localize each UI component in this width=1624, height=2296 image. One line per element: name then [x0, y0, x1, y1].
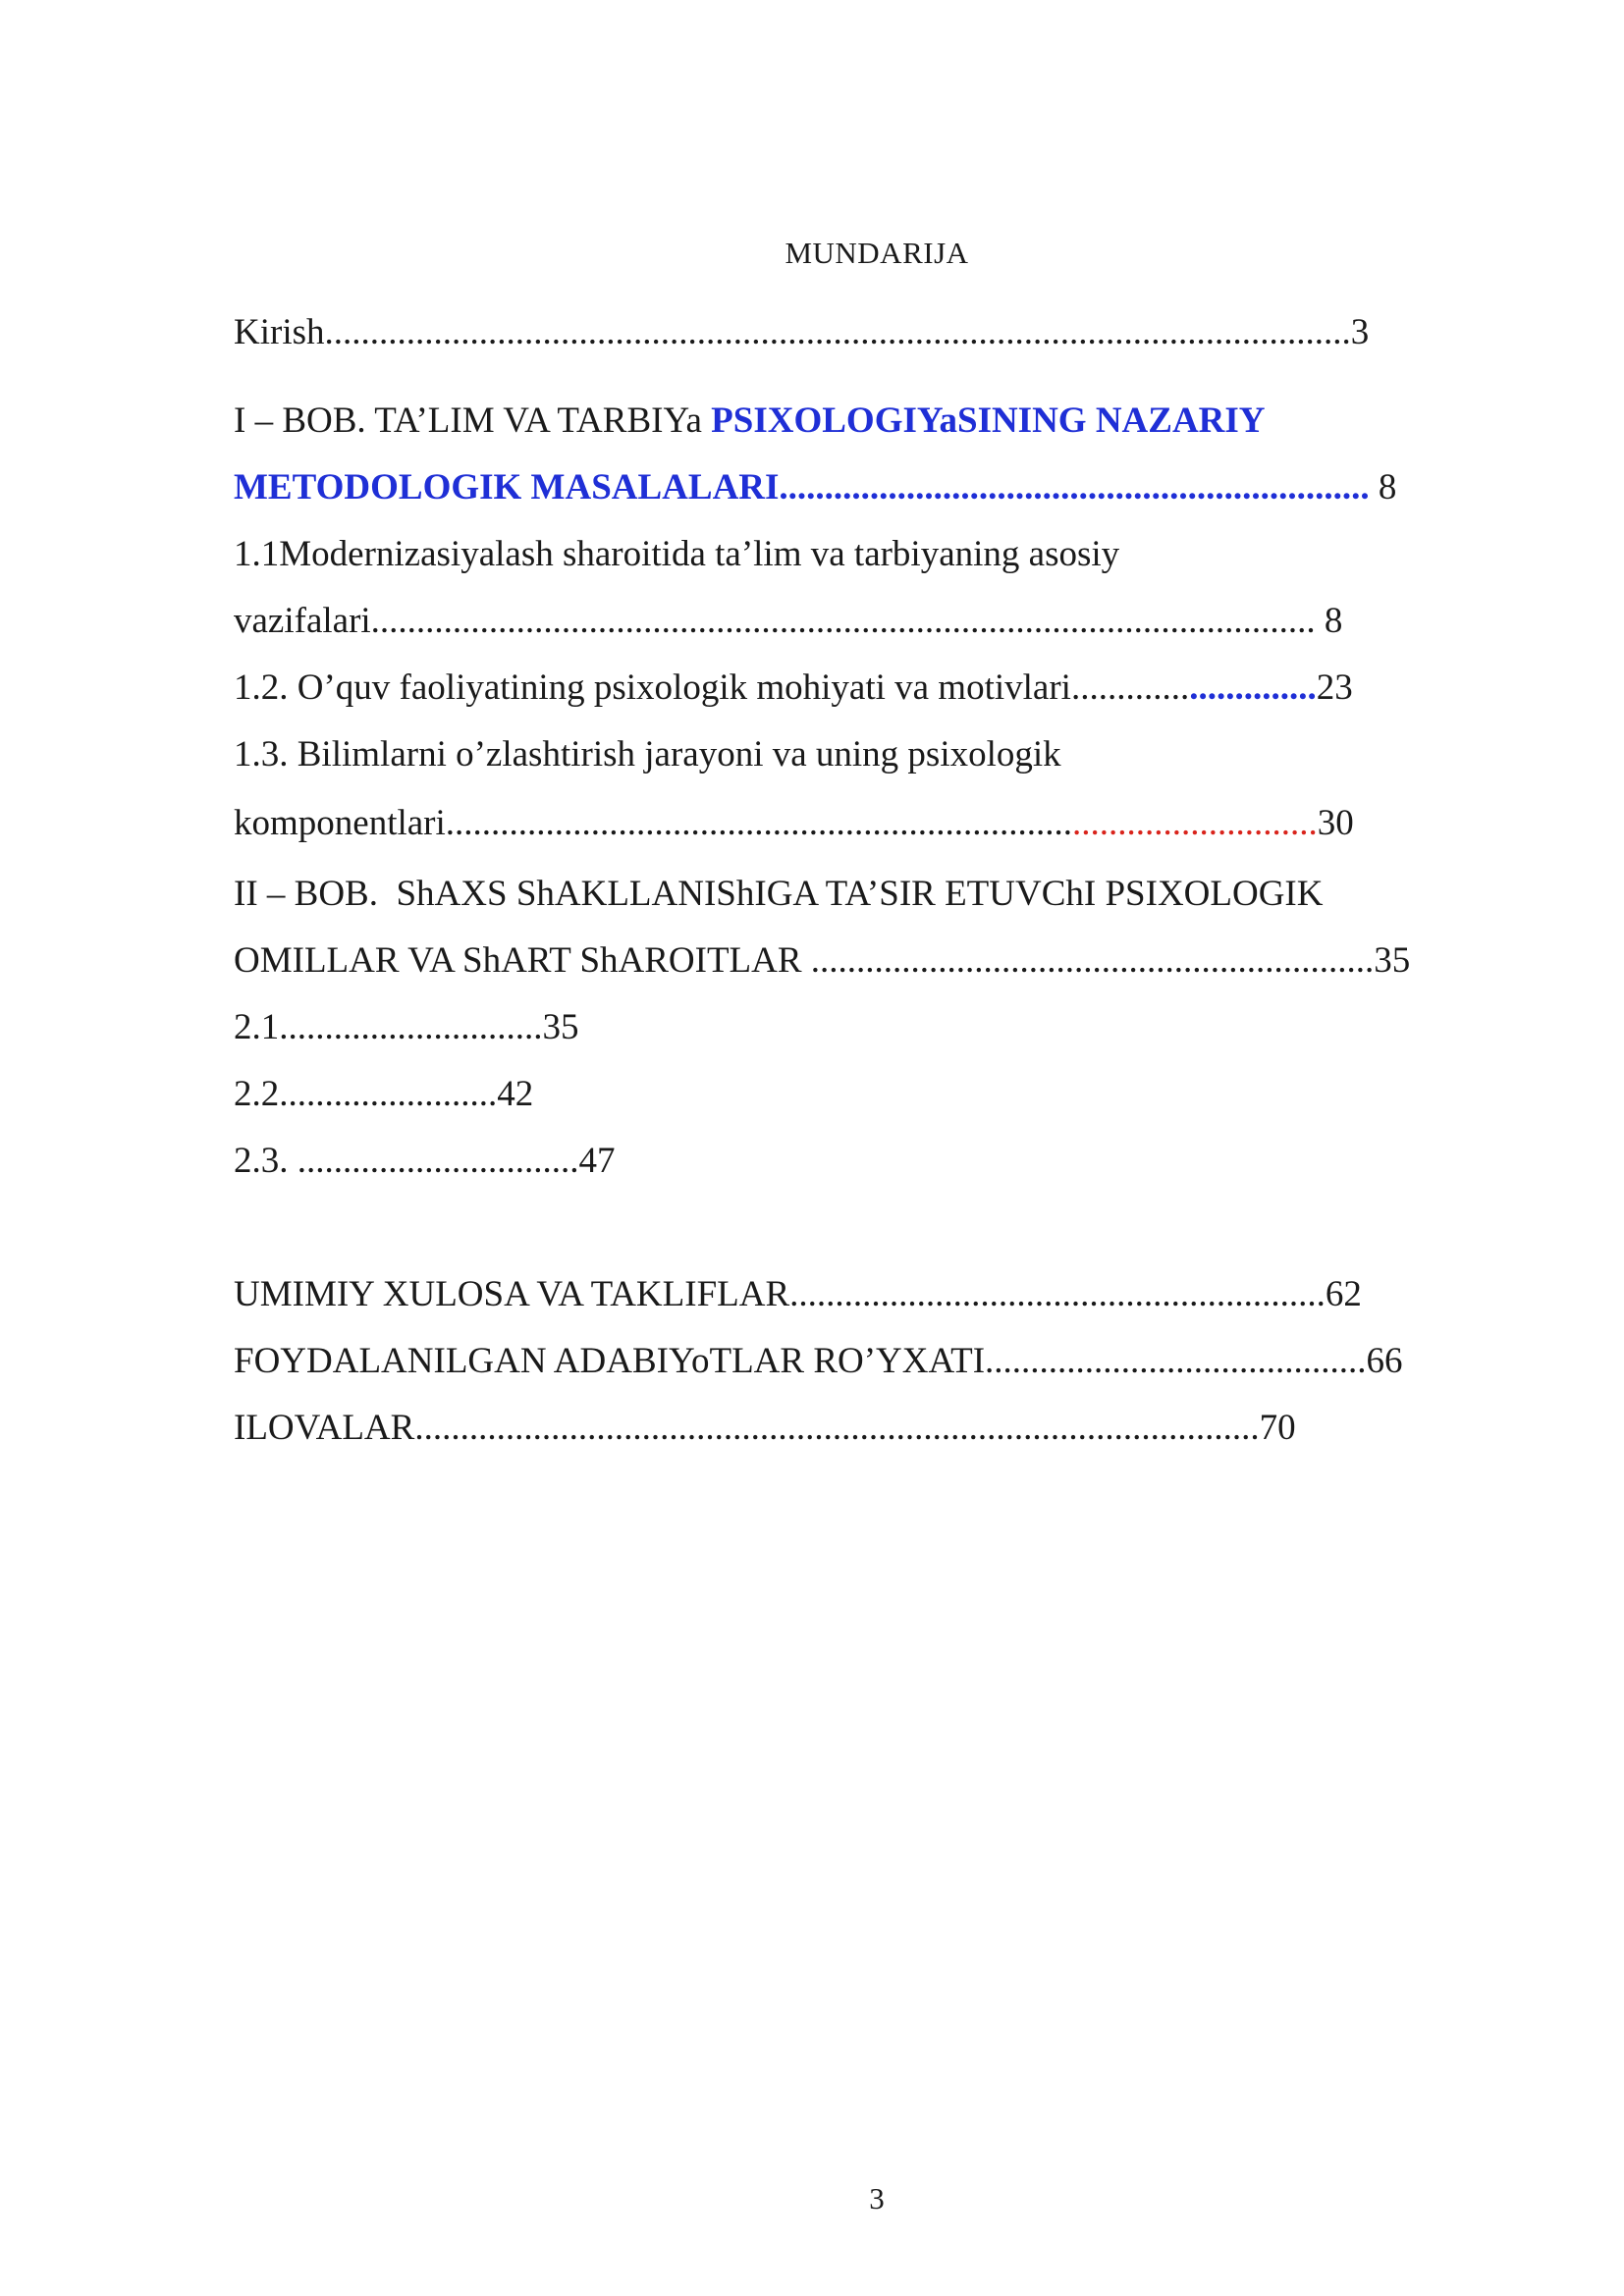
toc-entry-1-3-line-2 — [234, 805, 1354, 841]
toc-entry-1-1-line-1: 1.1Modernizasiyalash sharoitida ta’lim va tarbiyaning asosiy — [234, 534, 1120, 574]
chapter-1-title-highlight: PSIXOLOGIYaSINING NAZARIY — [711, 400, 1266, 441]
toc-entry-chapter-1-line-1 — [234, 402, 1266, 439]
chapter-1-page: 8 — [1369, 467, 1397, 507]
section-1-3-page: 30 — [1317, 803, 1354, 843]
chapter-1-title-plain: I – BOB. TA’LIM VA TARBIYa — [234, 400, 712, 441]
toc-entry-chapter-2-line-2: OMILLAR VA ShART ShAROITLAR ..............................................................35 — [234, 940, 1411, 981]
toc-entry-2-3: 2.3. ...............................47 — [234, 1141, 616, 1181]
section-1-2-title: 1.2. O’quv faoliyatining psixologik mohiyati va motivlari............. — [234, 667, 1190, 708]
toc-entry-2-1: 2.1.............................35 — [234, 1007, 579, 1047]
toc-entry-2-2: 2.2........................42 — [234, 1074, 534, 1114]
toc-entry-1-3-line-1: 1.3. Bilimlarni o’zlashtirish jarayoni va uning psixologik — [234, 734, 1061, 774]
toc-entry-ilovalar: ILOVALAR.............................................................................................70 — [234, 1408, 1296, 1448]
toc-entry-chapter-2-line-1: II – BOB. ShAXS ShAKLLANIShIGA TA’SIR ETUVChI PSIXOLOGIK — [234, 874, 1324, 914]
section-1-2-dots-blue: .............. — [1189, 667, 1317, 708]
toc-entry-adabiyot: FOYDALANILGAN ADABIYoTLAR RO’YXATI..........................................66 — [234, 1341, 1403, 1381]
toc-entry-1-1-line-2: vazifalari........................................................................................................ 8 — [234, 601, 1343, 641]
toc-entry-chapter-1-line-2 — [234, 469, 1396, 506]
toc-entry-xulosa: UMIMIY XULOSA VA TAKLIFLAR...........................................................62 — [234, 1274, 1362, 1314]
page-number: 3 — [869, 2181, 885, 2216]
page-title: MUNDARIJA — [785, 236, 969, 270]
section-1-3-title: komponentlari..................................................................... — [234, 803, 1073, 843]
chapter-1-title-highlight-2: METODOLOGIK MASALALARI................................................................. — [234, 467, 1370, 507]
section-1-3-dots-red: ........................... — [1072, 803, 1318, 843]
section-1-2-page: 23 — [1316, 667, 1353, 708]
toc-entry-1-2 — [234, 669, 1353, 706]
toc-entry-kirish: Kirish.................................................................................................................3 — [234, 312, 1370, 352]
